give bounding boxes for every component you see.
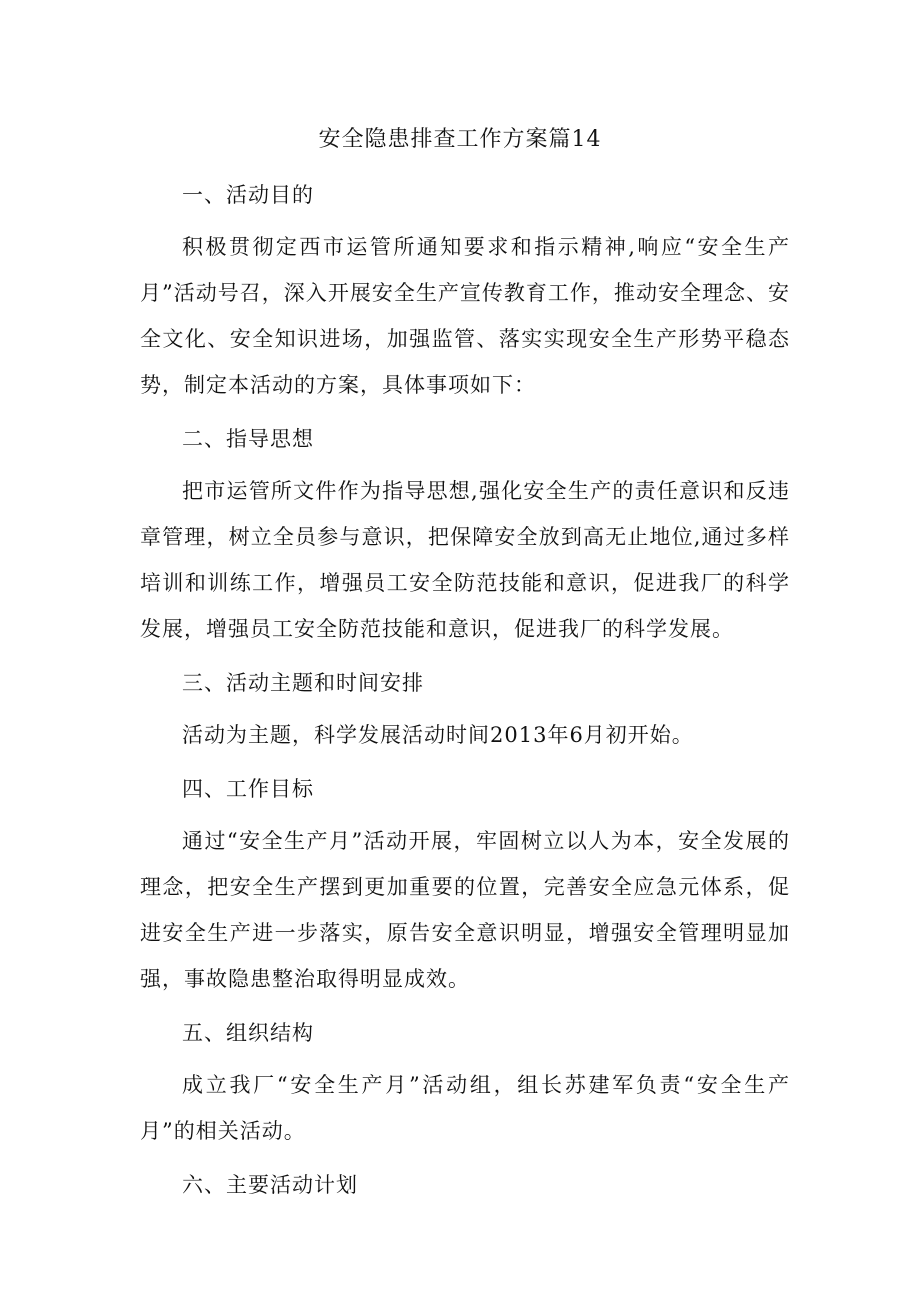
section-paragraph: 通过“安全生产月”活动开展，牢固树立以人为本，安全发展的理念，把安全生产摆到更加重要的位置，完善安全应急元体系，促进安全生产进一步落实，原告安全意识明显，增强安全管理明显加强，事故隐患整治取得明显成效。 [140,829,790,991]
document-body [140,166,790,1214]
section-heading: 二、指导思想 [182,427,314,451]
section-paragraph: 成立我厂“安全生产月”活动组，组长苏建军负责“安全生产月”的相关活动。 [140,1073,790,1143]
section-paragraph: 把市运管所文件作为指导思想,强化安全生产的责任意识和反违章管理，树立全员参与意识，把保障安全放到高无止地位,通过多样培训和训练工作，增强员工安全防范技能和意识，促进我厂的科学发展，增强员工安全防范技能和意识，促进我厂的科学发展。 [140,479,790,641]
section-heading: 四、工作目标 [182,777,314,801]
section-guiding-ideology [140,416,790,652]
section-activity-plan [140,1162,790,1208]
section-heading: 三、活动主题和时间安排 [182,671,424,695]
document-title: 安全隐患排查工作方案篇14 [318,127,602,152]
section-paragraph: 积极贯彻定西市运管所通知要求和指示精神,响应“安全生产月”活动号召，深入开展安全生产宣传教育工作，推动安全理念、安全文化、安全知识进场，加强监管、落实实现安全生产形势平稳态势，制定本活动的方案，具体事项如下： [140,235,790,397]
section-heading: 五、组织结构 [182,1021,314,1045]
section-heading: 一、活动目的 [182,183,314,207]
section-purpose [140,172,790,408]
section-paragraph: 活动为主题，科学发展活动时间2013年6月初开始。 [182,723,694,747]
section-work-goals [140,766,790,1002]
section-heading: 六、主要活动计划 [182,1173,358,1197]
section-organization [140,1010,790,1154]
section-theme-and-schedule [140,660,790,758]
